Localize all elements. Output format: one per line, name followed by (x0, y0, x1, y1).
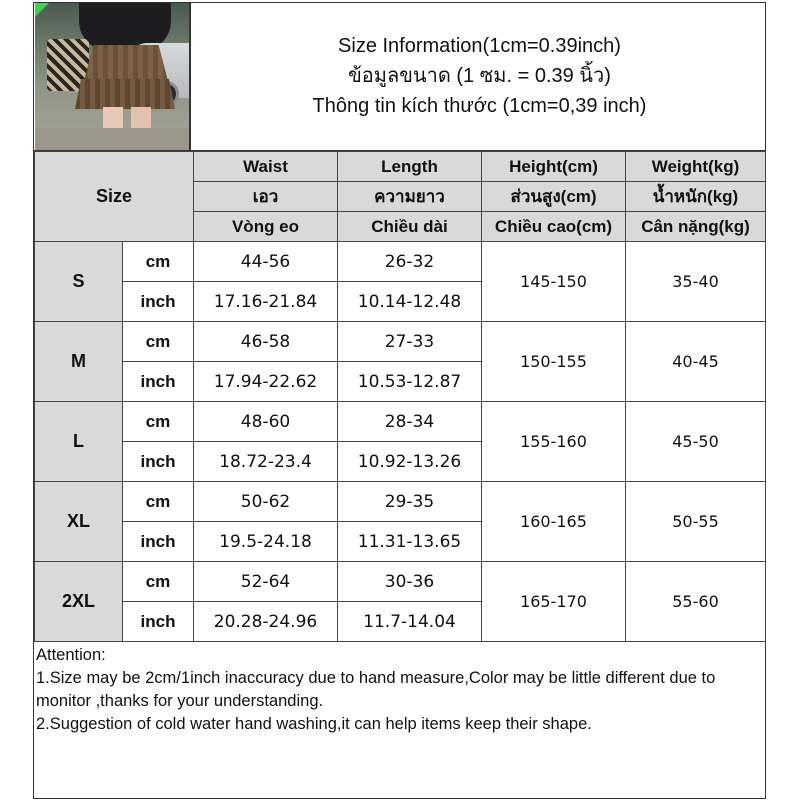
weight-header-en: Weight(kg) (626, 152, 766, 182)
length-header-en: Length (338, 152, 482, 182)
unit-cm-cell: cm (123, 482, 194, 522)
table-row (35, 482, 766, 522)
length-inch-cell: 11.7-14.04 (338, 602, 482, 642)
unit-cm-cell: cm (123, 242, 194, 282)
title-block (194, 31, 765, 121)
attention-notes (36, 644, 765, 736)
height-cell: 165-170 (482, 562, 626, 642)
waist-inch-cell: 20.28-24.96 (194, 602, 338, 642)
height-cell: 145-150 (482, 242, 626, 322)
weight-cell: 45-50 (626, 402, 766, 482)
size-column-header: Size (35, 152, 194, 242)
length-cm-cell: 30-36 (338, 562, 482, 602)
unit-inch-cell: inch (123, 362, 194, 402)
weight-header-vi: Cân nặng(kg) (626, 212, 766, 242)
unit-inch-cell: inch (123, 522, 194, 562)
size-name-cell: XL (35, 482, 123, 562)
table-row (35, 322, 766, 362)
waist-cm-cell: 50-62 (194, 482, 338, 522)
height-header-en: Height(cm) (482, 152, 626, 182)
corner-marker (35, 3, 49, 17)
waist-header-vi: Vòng eo (194, 212, 338, 242)
chart-header (34, 3, 765, 151)
length-inch-cell: 11.31-13.65 (338, 522, 482, 562)
height-cell: 150-155 (482, 322, 626, 402)
waist-inch-cell: 17.16-21.84 (194, 282, 338, 322)
size-name-cell: L (35, 402, 123, 482)
unit-inch-cell: inch (123, 602, 194, 642)
title-english: Size Information(1cm=0.39inch) (338, 35, 621, 57)
table-row (35, 402, 766, 442)
weight-cell: 40-45 (626, 322, 766, 402)
size-name-cell: S (35, 242, 123, 322)
weight-cell: 50-55 (626, 482, 766, 562)
weight-cell: 35-40 (626, 242, 766, 322)
size-name-cell: 2XL (35, 562, 123, 642)
size-table (34, 151, 766, 642)
waist-header-th: เอว (194, 182, 338, 212)
length-cm-cell: 27-33 (338, 322, 482, 362)
unit-inch-cell: inch (123, 442, 194, 482)
notes-item-1: 1.Size may be 2cm/1inch inaccuracy due to hand measure,Color may be little different due to monitor ,thanks for your understanding. (36, 669, 716, 710)
unit-cm-cell: cm (123, 402, 194, 442)
length-inch-cell: 10.14-12.48 (338, 282, 482, 322)
unit-cm-cell: cm (123, 562, 194, 602)
waist-inch-cell: 18.72-23.4 (194, 442, 338, 482)
height-header-th: ส่วนสูง(cm) (482, 182, 626, 212)
weight-header-th: น้ำหนัก(kg) (626, 182, 766, 212)
length-header-th: ความยาว (338, 182, 482, 212)
waist-cm-cell: 44-56 (194, 242, 338, 282)
waist-cm-cell: 52-64 (194, 562, 338, 602)
length-header-vi: Chiều dài (338, 212, 482, 242)
title-thai: ข้อมูลขนาด (1 ซม. = 0.39 นิ้ว) (348, 65, 611, 87)
waist-inch-cell: 17.94-22.62 (194, 362, 338, 402)
title-vietnamese: Thông tin kích thước (1cm=0,39 inch) (312, 95, 647, 117)
table-row (35, 562, 766, 602)
unit-cm-cell: cm (123, 322, 194, 362)
length-inch-cell: 10.53-12.87 (338, 362, 482, 402)
length-cm-cell: 29-35 (338, 482, 482, 522)
height-cell: 160-165 (482, 482, 626, 562)
height-header-vi: Chiều cao(cm) (482, 212, 626, 242)
length-inch-cell: 10.92-13.26 (338, 442, 482, 482)
size-chart (33, 2, 766, 799)
waist-inch-cell: 19.5-24.18 (194, 522, 338, 562)
waist-header-en: Waist (194, 152, 338, 182)
table-row (35, 242, 766, 282)
notes-heading: Attention: (36, 646, 106, 664)
notes-item-2: 2.Suggestion of cold water hand washing,it can help items keep their shape. (36, 715, 592, 733)
size-name-cell: M (35, 322, 123, 402)
waist-cm-cell: 46-58 (194, 322, 338, 362)
unit-inch-cell: inch (123, 282, 194, 322)
length-cm-cell: 26-32 (338, 242, 482, 282)
height-cell: 155-160 (482, 402, 626, 482)
waist-cm-cell: 48-60 (194, 402, 338, 442)
weight-cell: 55-60 (626, 562, 766, 642)
product-photo (35, 3, 191, 150)
length-cm-cell: 28-34 (338, 402, 482, 442)
header-row-en (35, 152, 766, 182)
